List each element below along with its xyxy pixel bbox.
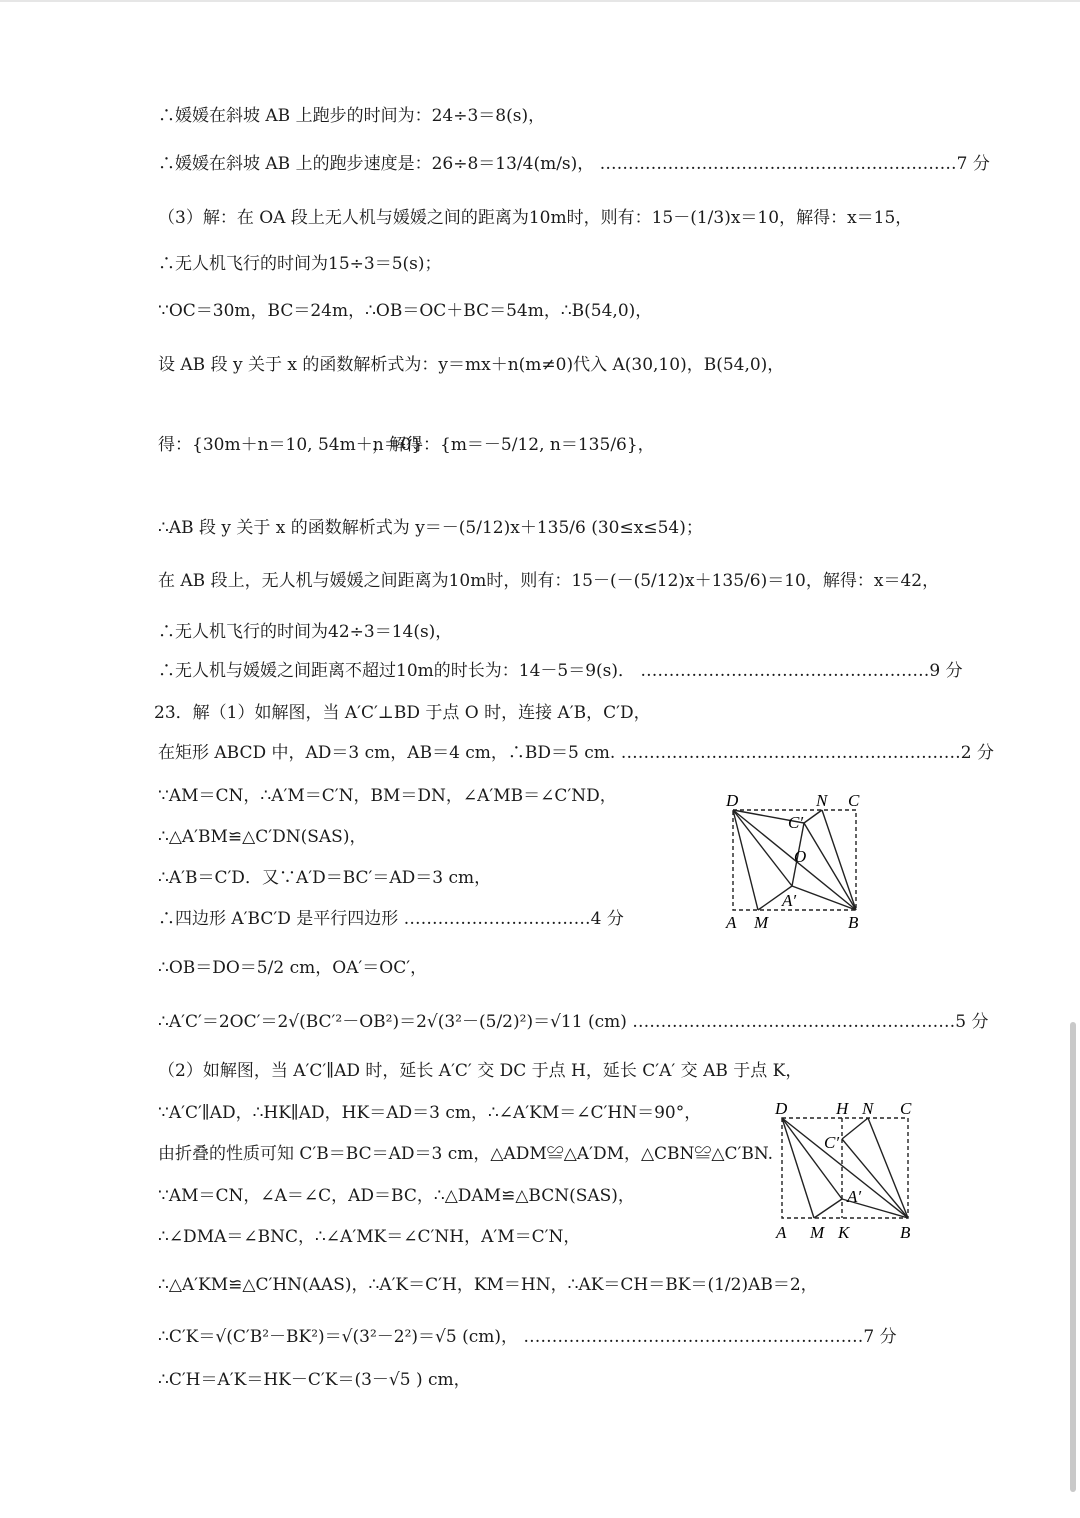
line-9: 在 AB 段上，无人机与媛媛之间距离为10m时，则有：15－(－(5/12)x＋135/6)＝10，解得：x＝42，: [158, 571, 940, 591]
line-8: ∴AB 段 y 关于 x 的函数解析式为 y＝－(5/12)x＋135/6 (30≤x≤54)；: [158, 518, 703, 538]
q23-line-14: ∴△A′KM≌△C′HN(AAS)，∴A′K＝C′H，KM＝HN，∴AK＝CH＝BK＝(1/2)AB＝2，: [158, 1275, 818, 1295]
q23-line-7: ∴OB＝DO＝5/2 cm，OA′＝OC′，: [158, 958, 428, 978]
seg-a1-b: [792, 886, 856, 910]
label-B-2: B: [900, 1223, 911, 1242]
label-O: O: [794, 847, 807, 866]
q23-line-10: ∵A′C′∥AD，∴HK∥AD，HK＝AD＝3 cm，∴∠A′KM＝∠C′HN＝90°，: [158, 1103, 702, 1123]
figure-1-rect-fold: [722, 790, 868, 935]
label-M: M: [754, 913, 769, 932]
label-H-2: H: [836, 1099, 849, 1118]
diagonal-bd-2: [782, 1118, 908, 1218]
q23-line-13: ∴∠DMA＝∠BNC，∴∠A′MK＝∠C′NH，A′M＝C′N，: [158, 1227, 581, 1247]
label-M-2: M: [810, 1223, 825, 1242]
seg-m-a1-2: [814, 1199, 842, 1218]
label-A-prime-2: A′: [847, 1187, 862, 1206]
line-4: ∴无人机飞行的时间为15÷3＝5(s)；: [158, 254, 442, 274]
seg-c1-b: [804, 823, 856, 910]
line-7a: 得：{30m＋n＝10, 54m＋n＝0}: [158, 435, 423, 455]
q23-line-2: 在矩形 ABCD 中，AD＝3 cm，AB＝4 cm，∴BD＝5 cm. ……………………………………………………2 分: [158, 743, 994, 763]
label-D: D: [726, 791, 739, 810]
seg-n-b: [822, 810, 856, 910]
figure-2-rect-fold: [772, 1096, 918, 1244]
top-border: [0, 0, 1080, 2]
seg-n-c1: [804, 810, 822, 823]
line-2: ∴媛媛在斜坡 AB 上的跑步速度是：26÷8＝13/4(m/s)， ………………………………………………………7 分: [158, 154, 990, 174]
line-3: （3）解：在 OA 段上无人机与媛媛之间的距离为10m时，则有：15－(1/3)x＝10，解得：x＝15，: [158, 208, 913, 228]
q23-line-4: ∴△A′BM≌△C′DN(SAS)，: [158, 827, 367, 847]
q23-line-16: ∴C′H＝A′K＝HK－C′K＝(3－√5 ) cm，: [158, 1370, 471, 1390]
vertical-scrollbar[interactable]: [1070, 1022, 1076, 1492]
q23-line-15: ∴C′K＝√(C′B²－BK²)＝√(3²－2²)＝√5 (cm)， ……………………………………………………7 分: [158, 1327, 897, 1347]
label-A: A: [726, 913, 737, 932]
seg-n-c1-2: [842, 1118, 868, 1139]
label-N-2: N: [862, 1099, 874, 1118]
q23-line-8: ∴A′C′＝2OC′＝2√(BC′²－OB²)＝2√(3²－(5/2)²)＝√11 (cm) …………………………………………………5 分: [158, 1012, 989, 1032]
q23-line-6: ∴四边形 A′BC′D 是平行四边形 ……………………………4 分: [158, 909, 624, 929]
label-D-2: D: [775, 1099, 788, 1118]
q23-line-5: ∴A′B＝C′D．又∵A′D＝BC′＝AD＝3 cm，: [158, 868, 492, 888]
line-7b: ，解得：{m＝－5/12, n＝135/6}，: [372, 435, 655, 455]
q23-line-12: ∵AM＝CN，∠A＝∠C，AD＝BC，∴△DAM≌△BCN(SAS)，: [158, 1186, 635, 1206]
label-C-prime-2: C′: [824, 1133, 840, 1152]
label-A-prime: A′: [782, 891, 797, 910]
line-1: ∴媛媛在斜坡 AB 上跑步的时间为：24÷3＝8(s)，: [158, 106, 546, 126]
q23-line-3: ∵AM＝CN，∴A′M＝C′N，BM＝DN，∠A′MB＝∠C′ND，: [158, 786, 617, 806]
q23-line-1: 23．解（1）如解图，当 A′C′⊥BD 于点 O 时，连接 A′B，C′D，: [154, 703, 651, 723]
q23-line-11: 由折叠的性质可知 C′B＝BC＝AD＝3 cm，△ADM≌△A′DM，△CBN≌△C′BN.: [158, 1144, 774, 1164]
label-C-prime: C′: [788, 813, 804, 832]
label-B: B: [848, 913, 859, 932]
q23-line-9: （2）如解图，当 A′C′∥AD 时，延长 A′C′ 交 DC 于点 H，延长 C′A′ 交 AB 于点 K，: [158, 1061, 803, 1081]
line-5: ∵OC＝30m，BC＝24m，∴OB＝OC＋BC＝54m，∴B(54,0)，: [158, 301, 653, 321]
line-11: ∴无人机与媛媛之间距离不超过10m的时长为：14－5＝9(s)． ……………………………………………9 分: [158, 661, 963, 681]
label-K-2: K: [838, 1223, 850, 1242]
label-C-2: C: [900, 1099, 912, 1118]
label-N: N: [816, 791, 828, 810]
seg-c1-b-2: [842, 1139, 908, 1218]
label-A-2: A: [776, 1223, 787, 1242]
line-10: ∴无人机飞行的时间为42÷3＝14(s)，: [158, 622, 453, 642]
label-C: C: [848, 791, 860, 810]
seg-d-m-2: [782, 1118, 814, 1218]
line-6: 设 AB 段 y 关于 x 的函数解析式为：y＝mx＋n(m≠0)代入 A(30,10)，B(54,0)，: [158, 355, 785, 375]
